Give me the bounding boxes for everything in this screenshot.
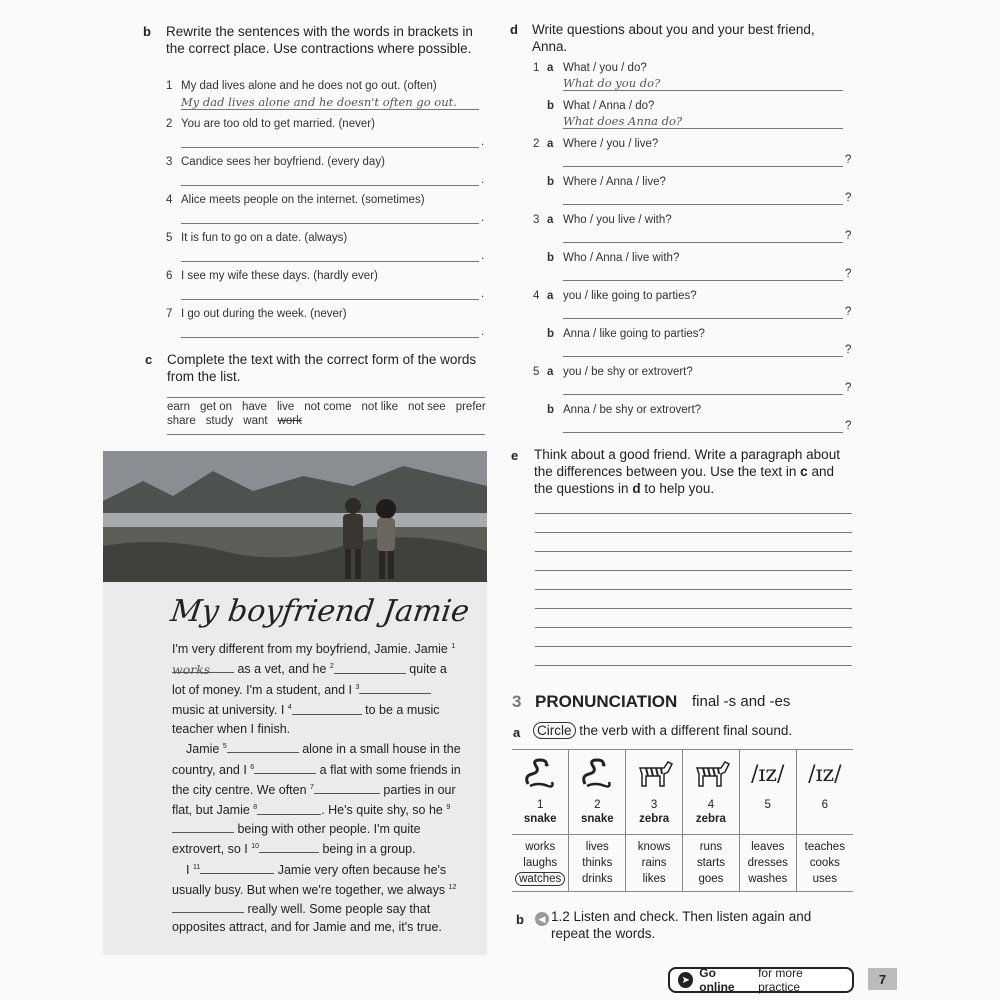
exercise-d-prompt: Anna / like going to parties? <box>563 328 705 340</box>
word-list-item: prefer <box>455 401 486 413</box>
exercise-d-item-sub: a <box>547 290 554 302</box>
verb-list <box>683 834 740 891</box>
exercise-d-prompt: Where / you / live? <box>563 138 659 150</box>
answer-line[interactable] <box>181 261 479 262</box>
answer-line[interactable] <box>181 299 479 300</box>
pronunciation-table <box>512 749 853 892</box>
exercise-b-item-text: Candice sees her boyfriend. (every day) <box>181 156 385 168</box>
exercise-b-item-text: You are too old to get married. (never) <box>181 118 375 130</box>
exercise-d-answer: What does Anna do? <box>563 114 683 128</box>
verb-word[interactable]: lives <box>585 840 609 853</box>
gap-7[interactable] <box>314 782 380 794</box>
writing-line[interactable] <box>535 646 852 647</box>
verb-list <box>569 834 626 891</box>
sentence-end-dot: . <box>481 288 485 300</box>
gap-4[interactable] <box>292 703 362 715</box>
answer-line[interactable] <box>563 90 843 91</box>
answer-line[interactable] <box>181 337 479 338</box>
exercise-d-item-number: 1 <box>533 62 540 74</box>
verb-list <box>796 834 853 891</box>
zebra-icon <box>683 750 740 798</box>
exercise-b-item-number: 6 <box>166 270 173 282</box>
verb-word[interactable]: thinks <box>582 856 613 869</box>
sentence-end-dot: . <box>481 212 485 224</box>
verb-word[interactable]: teaches <box>804 840 845 853</box>
column-header: 4 zebra <box>683 798 740 834</box>
writing-line[interactable] <box>535 665 852 666</box>
word-list-item: not see <box>407 401 446 413</box>
question-mark: ? <box>845 154 852 166</box>
answer-line[interactable] <box>563 356 843 357</box>
exercise-pron-b-instruction: 1.2 Listen and check. Then listen again and repeat the words. <box>551 909 812 941</box>
answer-line[interactable] <box>181 109 479 110</box>
word-list-item: earn <box>167 401 191 413</box>
verb-word[interactable]: drinks <box>581 872 613 885</box>
gap-3[interactable] <box>359 682 431 694</box>
writing-line[interactable] <box>535 608 852 609</box>
verb-word[interactable]: goes <box>698 872 724 885</box>
word-list-item: get on <box>200 401 233 413</box>
column-header: 1 snake <box>523 799 557 825</box>
exercise-b-item-number: 2 <box>166 118 173 130</box>
exercise-b-item-text: It is fun to go on a date. (always) <box>181 232 348 244</box>
story-box <box>103 582 487 955</box>
exercise-d-prompt: Who / Anna / live with? <box>563 252 680 264</box>
story-paragraph-3: I $^{11}$ Jamie very often because he's usually busy. But when we're together, we always $^{12}$ really well. Some people say that opposites attract, and for Jamie and me, it's true. <box>172 862 457 934</box>
word-list-item: study <box>205 415 234 427</box>
gap-2[interactable] <box>334 662 406 674</box>
exercise-b-item-text: I go out during the week. (never) <box>181 308 347 320</box>
snake-icon <box>569 750 626 798</box>
exercise-b-item-text: Alice meets people on the internet. (sometimes) <box>181 194 425 206</box>
answer-line[interactable] <box>563 318 843 319</box>
exercise-b-instruction: Rewrite the sentences with the words in brackets in the correct place. Use contractions where possible. <box>166 24 473 56</box>
exercise-d-letter: d <box>510 22 518 37</box>
exercise-d-prompt: Where / Anna / live? <box>563 176 666 188</box>
exercise-d-prompt: Anna / be shy or extrovert? <box>563 404 702 416</box>
question-mark: ? <box>845 268 852 280</box>
sentence-end-dot: . <box>481 136 485 148</box>
exercise-c-letter: c <box>145 352 153 367</box>
exercise-b-item-number: 5 <box>166 232 173 244</box>
exercise-b-item-text: My dad lives alone and he does not go out. (often) <box>181 80 437 92</box>
answer-line[interactable] <box>181 147 479 148</box>
verb-word[interactable]: starts <box>696 856 725 869</box>
verb-word[interactable]: watches <box>512 871 568 887</box>
verb-word[interactable]: likes <box>642 872 666 885</box>
gap-12[interactable] <box>172 901 244 913</box>
zebra-icon <box>626 750 683 798</box>
word-list-item: not come <box>304 401 352 413</box>
word-list-item: share <box>167 415 196 427</box>
cursor-icon: ➤ <box>678 972 693 988</box>
exercise-e-instruction: Think about a good friend. Write a paragraph about the differences between you. Use the text in c and the questions in d to help you. <box>534 447 840 496</box>
exercise-d-item-number: 2 <box>533 138 540 150</box>
exercise-d-item-sub: a <box>547 214 554 226</box>
answer-line[interactable] <box>563 166 843 167</box>
exercise-b-letter: b <box>143 24 151 39</box>
gap-9[interactable] <box>172 821 234 833</box>
ipa-symbol: /ɪz/ <box>796 750 853 798</box>
gap-1-answer: works <box>172 661 211 677</box>
writing-line[interactable] <box>535 589 852 590</box>
section-number: 3 <box>512 692 522 711</box>
gap-8[interactable] <box>257 803 321 815</box>
exercise-pron-a-letter: a <box>513 725 521 740</box>
word-list-item: live <box>276 401 295 413</box>
gap-5[interactable] <box>227 741 299 753</box>
verb-word[interactable]: cooks <box>809 856 840 869</box>
verb-word[interactable]: knows <box>637 840 671 853</box>
question-mark: ? <box>845 230 852 242</box>
writing-line[interactable] <box>535 551 852 552</box>
exercise-d-item-sub: a <box>547 62 554 74</box>
column-header: 5 <box>739 798 796 834</box>
writing-line[interactable] <box>535 627 852 628</box>
question-mark: ? <box>845 420 852 432</box>
exercise-e-letter: e <box>511 448 519 463</box>
story-paragraph-2: Jamie $^5$ alone in a small house in the country, and I $^6$ a flat with some friends in the city centre. We often $^7$ parties in our flat, but Jamie $^8$ . He's quite shy, so he $^9$ being with other people. I'm quite extrovert, so I $^{10}$ being in a group. <box>172 742 461 857</box>
section-subtitle: final -s and -es <box>692 693 791 710</box>
exercise-d-item-number: 4 <box>533 290 540 302</box>
story-title: My boyfriend Jamie <box>168 594 472 629</box>
verb-word[interactable]: leaves <box>751 840 785 853</box>
verb-word[interactable]: runs <box>699 840 723 853</box>
verb-list <box>739 834 796 891</box>
exercise-d-item-sub: a <box>547 138 554 150</box>
sentence-end-dot: . <box>481 174 485 186</box>
word-list <box>167 401 487 427</box>
exercise-d-prompt: you / be shy or extrovert? <box>563 366 693 378</box>
story-text <box>172 638 462 936</box>
exercise-b-item-number: 3 <box>166 156 173 168</box>
word-list-item: not like <box>361 401 398 413</box>
couple-photo <box>103 451 487 582</box>
exercise-d-prompt: What / you / do? <box>563 62 647 74</box>
exercise-d-item-sub: a <box>547 366 554 378</box>
answer-line[interactable] <box>563 432 843 433</box>
snake-icon <box>512 750 569 798</box>
exercise-b-answer: My dad lives alone and he doesn't often go out. <box>181 95 457 109</box>
exercise-d-prompt: you / like going to parties? <box>563 290 697 302</box>
writing-line[interactable] <box>535 532 852 533</box>
exercise-d-item-sub: b <box>547 404 555 416</box>
answer-line[interactable] <box>563 204 843 205</box>
gap-6[interactable] <box>254 762 316 774</box>
word-list-item: have <box>242 401 267 413</box>
gap-10[interactable] <box>259 841 319 853</box>
exercise-pron-a-instruction: Circle the verb with a different final sound. <box>533 722 792 739</box>
column-header: 2 snake <box>569 798 626 834</box>
exercise-d-prompt: Who / you live / with? <box>563 214 672 226</box>
verb-word[interactable]: dresses <box>747 856 788 869</box>
answer-line[interactable] <box>563 394 843 395</box>
exercise-d-item-sub: b <box>547 328 555 340</box>
answer-line[interactable] <box>563 242 843 243</box>
exercise-d-item-sub: b <box>547 176 555 188</box>
exercise-d-item-sub: b <box>547 252 555 264</box>
ipa-symbol: /ɪz/ <box>739 750 796 798</box>
column-header: 3 zebra <box>626 798 683 834</box>
exercise-d-item-number: 5 <box>533 366 540 378</box>
exercise-b-item-number: 4 <box>166 194 173 206</box>
exercise-d-answer: What do you do? <box>563 76 661 90</box>
question-mark: ? <box>845 344 852 356</box>
word-list-item: want <box>243 415 268 427</box>
exercise-d-item-sub: b <box>547 100 555 112</box>
question-mark: ? <box>845 306 852 318</box>
exercise-b-item-text: I see my wife these days. (hardly ever) <box>181 270 378 282</box>
page-number: 7 <box>868 968 897 990</box>
verb-word[interactable]: uses <box>812 872 837 885</box>
verb-word[interactable]: rains <box>641 856 667 869</box>
writing-line[interactable] <box>535 570 852 571</box>
verb-word[interactable]: works <box>525 840 556 853</box>
writing-line[interactable] <box>535 513 852 514</box>
verb-word[interactable]: washes <box>748 872 788 885</box>
word-list-item: work <box>277 415 302 427</box>
verb-list <box>626 834 683 891</box>
answer-line[interactable] <box>563 280 843 281</box>
exercise-d-item-number: 3 <box>533 214 540 226</box>
column-header: 6 <box>796 798 853 834</box>
question-mark: ? <box>845 192 852 204</box>
answer-line[interactable] <box>181 185 479 186</box>
question-mark: ? <box>845 382 852 394</box>
exercise-b-item-number: 1 <box>166 80 173 92</box>
verb-list <box>512 834 569 891</box>
sentence-end-dot: . <box>481 326 485 338</box>
exercise-c-instruction: Complete the text with the correct form of the words from the list. <box>167 352 477 384</box>
go-online-button[interactable]: ➤ Go online for more practice <box>668 967 854 993</box>
story-paragraph-1: I'm very different from my boyfriend, Jamie. Jamie $^1$works as a vet, and he $^2$ quite a lot of money. I'm a student, and I $^3$ music at university. I $^4$ to be a music teacher when I finish. <box>172 642 456 736</box>
section-title: PRONUNCIATION <box>535 692 678 711</box>
sentence-end-dot: . <box>481 250 485 262</box>
exercise-pron-b-letter: b <box>516 912 524 927</box>
answer-line[interactable] <box>563 128 843 129</box>
exercise-d-prompt: What / Anna / do? <box>563 100 655 112</box>
exercise-d-instruction: Write questions about you and your best friend, Anna. <box>532 22 815 54</box>
gap-11[interactable] <box>200 862 274 874</box>
verb-word[interactable]: laughs <box>523 856 558 869</box>
answer-line[interactable] <box>181 223 479 224</box>
exercise-b-item-number: 7 <box>166 308 173 320</box>
audio-icon[interactable]: ◀ <box>535 912 549 926</box>
